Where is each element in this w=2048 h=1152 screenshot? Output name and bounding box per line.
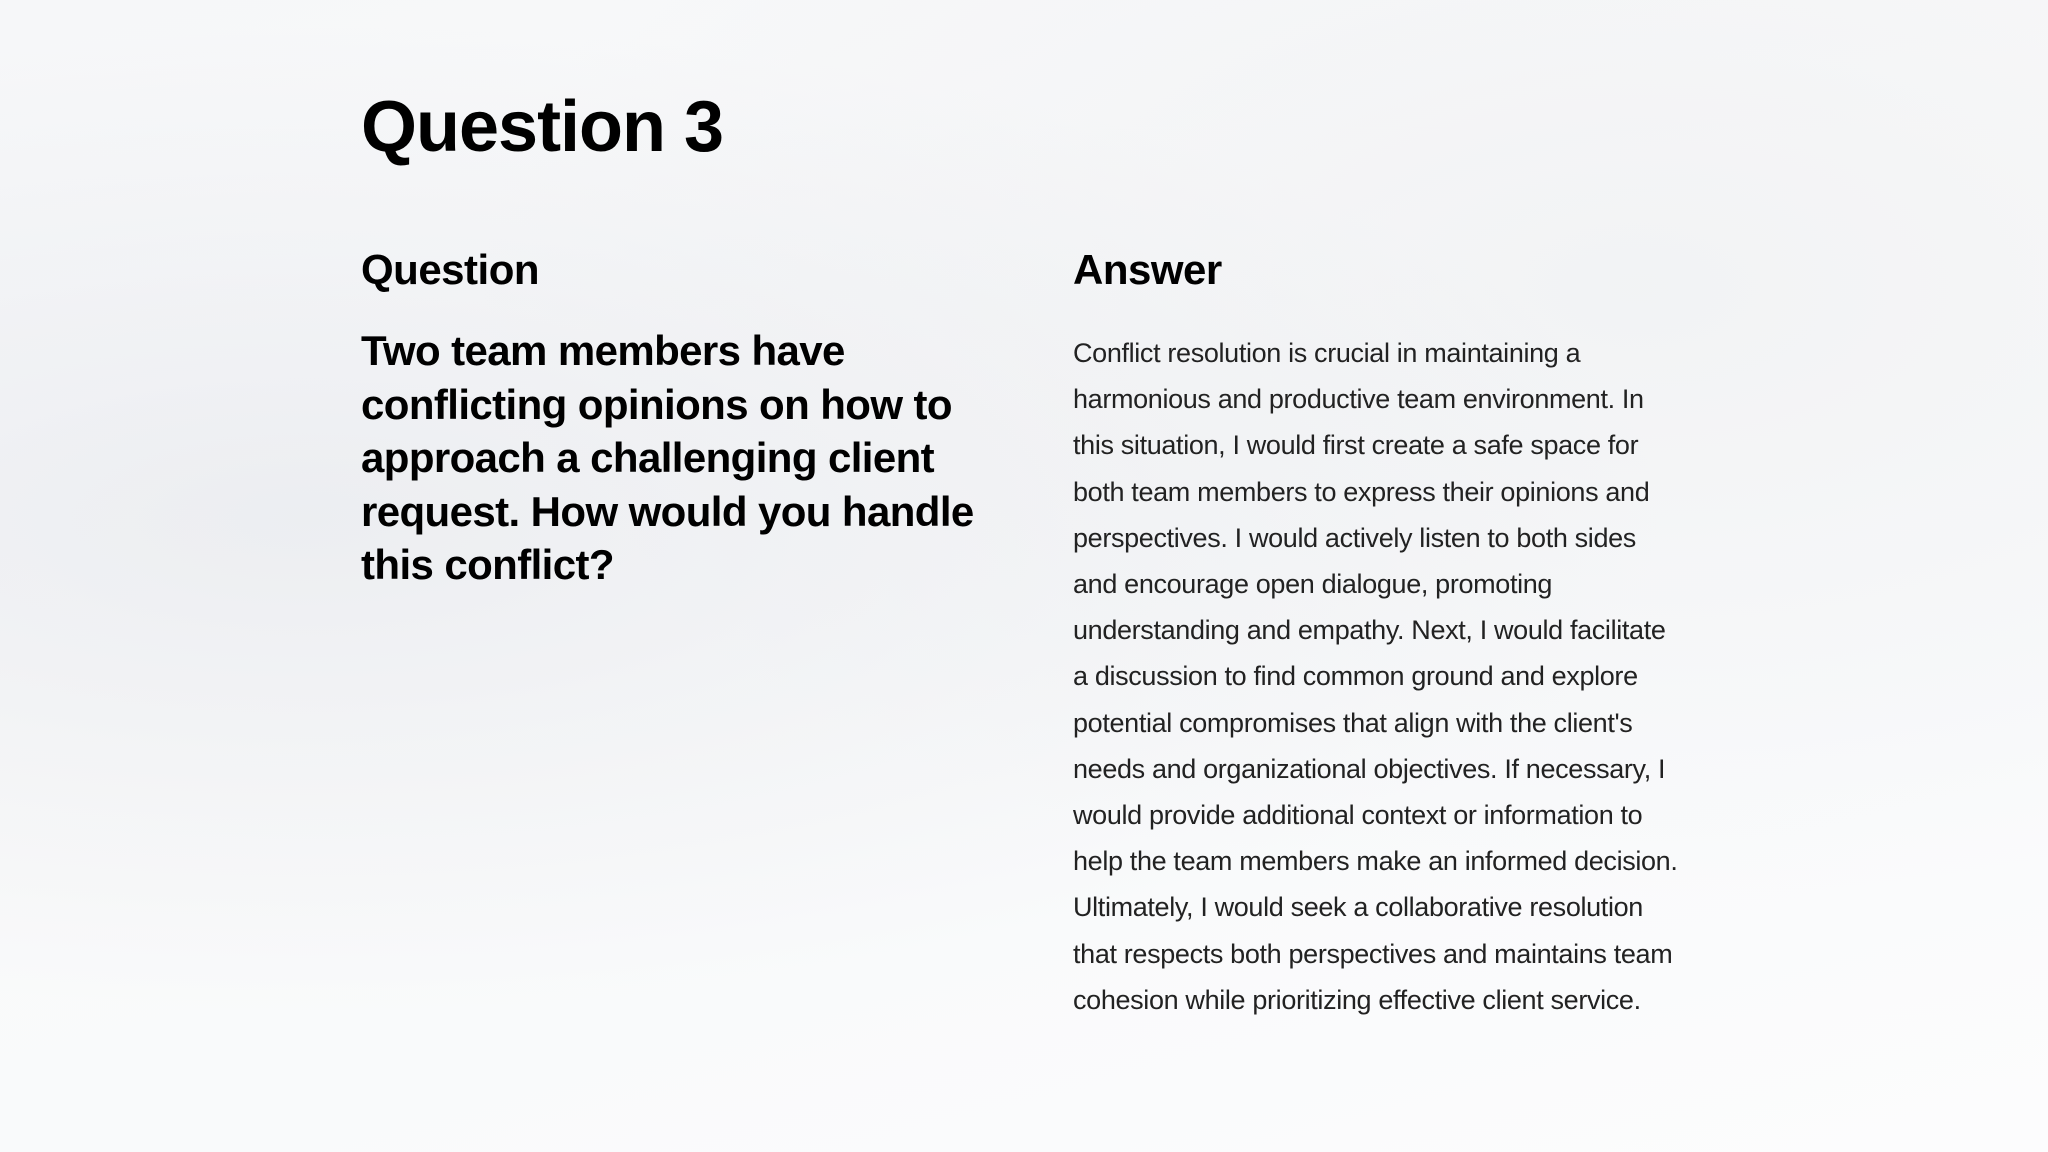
answer-text: Conflict resolution is crucial in maintaining a harmonious and productive team environment. In this situation, I would first create a safe space for both team members to express their opinions and perspectives. I would actively listen to both sides and encourage open dialogue, promoting understanding and empathy. Next, I would facilitate a discussion to find common ground and explore potential compromises that align with the client's needs and organizational objectives. If necessary, I would provide additional context or information to help the team members make an informed decision. Ultimately, I would seek a collaborative resolution that respects both perspectives and maintains team cohesion while prioritizing effective client service. [1073,338,1678,1015]
question-text: Two team members have conflicting opinions on how to approach a challenging client request. How would you handle this conflict? [361,327,974,588]
slide-title: Question 3 [361,87,724,167]
question-heading: Question [361,246,540,293]
question-column [361,244,1001,592]
answer-heading: Answer [1073,246,1222,293]
answer-column [1073,244,1713,1023]
